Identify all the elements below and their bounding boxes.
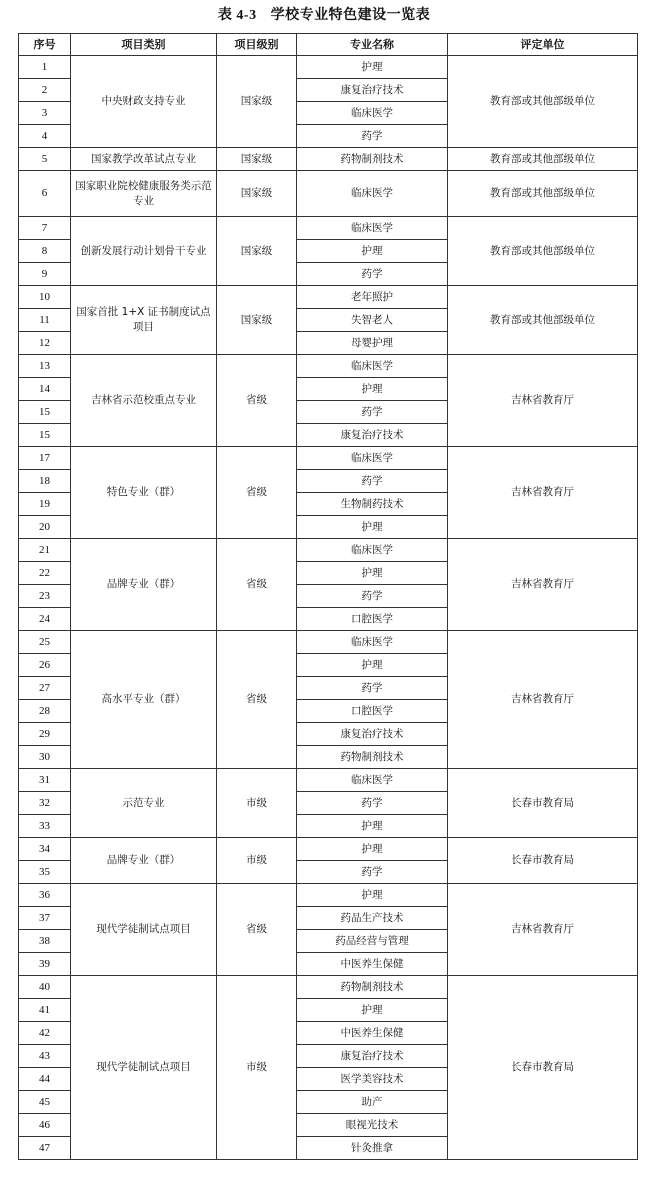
major-cell: 临床医学 (297, 539, 448, 562)
seq-cell: 15 (19, 401, 71, 424)
category-cell: 高水平专业（群） (71, 631, 217, 769)
major-cell: 临床医学 (297, 447, 448, 470)
seq-cell: 25 (19, 631, 71, 654)
seq-cell: 43 (19, 1045, 71, 1068)
major-cell: 药学 (297, 677, 448, 700)
major-cell: 药学 (297, 792, 448, 815)
major-cell: 护理 (297, 999, 448, 1022)
major-cell: 康复治疗技术 (297, 424, 448, 447)
table-row (19, 884, 638, 907)
level-cell: 省级 (217, 447, 297, 539)
unit-cell: 教育部或其他部级单位 (448, 56, 638, 148)
seq-cell: 8 (19, 240, 71, 263)
seq-cell: 46 (19, 1114, 71, 1137)
seq-cell: 7 (19, 217, 71, 240)
seq-cell: 32 (19, 792, 71, 815)
level-cell: 市级 (217, 769, 297, 838)
major-cell: 药学 (297, 861, 448, 884)
unit-cell: 吉林省教育厅 (448, 355, 638, 447)
seq-cell: 35 (19, 861, 71, 884)
major-cell: 药物制剂技术 (297, 976, 448, 999)
category-cell: 中央财政支持专业 (71, 56, 217, 148)
header-unit: 评定单位 (448, 34, 638, 56)
unit-cell: 教育部或其他部级单位 (448, 171, 638, 217)
seq-cell: 9 (19, 263, 71, 286)
table-row (19, 217, 638, 240)
seq-cell: 10 (19, 286, 71, 309)
seq-cell: 29 (19, 723, 71, 746)
seq-cell: 17 (19, 447, 71, 470)
seq-cell: 24 (19, 608, 71, 631)
table-row (19, 148, 638, 171)
category-cell: 国家首批 1+X 证书制度试点项目 (71, 286, 217, 355)
major-cell: 母婴护理 (297, 332, 448, 355)
major-cell: 眼视光技术 (297, 1114, 448, 1137)
category-cell: 国家职业院校健康服务类示范专业 (71, 171, 217, 217)
seq-cell: 20 (19, 516, 71, 539)
unit-cell: 吉林省教育厅 (448, 631, 638, 769)
category-cell: 国家教学改革试点专业 (71, 148, 217, 171)
major-cell: 药物制剂技术 (297, 148, 448, 171)
category-cell: 品牌专业（群） (71, 838, 217, 884)
major-cell: 护理 (297, 516, 448, 539)
major-cell: 临床医学 (297, 631, 448, 654)
level-cell: 国家级 (217, 148, 297, 171)
major-cell: 护理 (297, 838, 448, 861)
table-row (19, 838, 638, 861)
seq-cell: 11 (19, 309, 71, 332)
header-major: 专业名称 (297, 34, 448, 56)
seq-cell: 45 (19, 1091, 71, 1114)
level-cell: 市级 (217, 976, 297, 1160)
major-cell: 药品经营与管理 (297, 930, 448, 953)
table-row (19, 447, 638, 470)
seq-cell: 37 (19, 907, 71, 930)
level-cell: 国家级 (217, 56, 297, 148)
level-cell: 国家级 (217, 217, 297, 286)
seq-cell: 39 (19, 953, 71, 976)
seq-cell: 5 (19, 148, 71, 171)
major-cell: 护理 (297, 378, 448, 401)
major-cell: 失智老人 (297, 309, 448, 332)
seq-cell: 12 (19, 332, 71, 355)
major-cell: 针灸推拿 (297, 1137, 448, 1160)
table-title (0, 4, 648, 24)
seq-cell: 33 (19, 815, 71, 838)
major-cell: 临床医学 (297, 769, 448, 792)
major-cell: 康复治疗技术 (297, 723, 448, 746)
seq-cell: 22 (19, 562, 71, 585)
seq-cell: 1 (19, 56, 71, 79)
table-row (19, 171, 638, 217)
table-number: 表 4-3 (217, 8, 257, 23)
unit-cell: 长春市教育局 (448, 838, 638, 884)
header-category: 项目类别 (71, 34, 217, 56)
major-cell: 护理 (297, 654, 448, 677)
major-cell: 药学 (297, 470, 448, 493)
major-cell: 中医养生保健 (297, 1022, 448, 1045)
major-cell: 中医养生保健 (297, 953, 448, 976)
seq-cell: 26 (19, 654, 71, 677)
specialty-table (18, 33, 638, 1160)
unit-cell: 教育部或其他部级单位 (448, 286, 638, 355)
level-cell: 市级 (217, 838, 297, 884)
table-body (19, 56, 638, 1160)
seq-cell: 36 (19, 884, 71, 907)
table-row (19, 539, 638, 562)
major-cell: 药学 (297, 585, 448, 608)
major-cell: 康复治疗技术 (297, 1045, 448, 1068)
level-cell: 国家级 (217, 171, 297, 217)
major-cell: 口腔医学 (297, 608, 448, 631)
seq-cell: 14 (19, 378, 71, 401)
table-row (19, 355, 638, 378)
table-row (19, 631, 638, 654)
seq-cell: 44 (19, 1068, 71, 1091)
seq-cell: 4 (19, 125, 71, 148)
seq-cell: 15 (19, 424, 71, 447)
category-cell: 特色专业（群） (71, 447, 217, 539)
major-cell: 护理 (297, 56, 448, 79)
unit-cell: 吉林省教育厅 (448, 884, 638, 976)
table-row (19, 56, 638, 79)
level-cell: 省级 (217, 631, 297, 769)
level-cell: 省级 (217, 539, 297, 631)
major-cell: 临床医学 (297, 102, 448, 125)
seq-cell: 40 (19, 976, 71, 999)
seq-cell: 19 (19, 493, 71, 516)
major-cell: 药学 (297, 263, 448, 286)
major-cell: 护理 (297, 884, 448, 907)
header-level: 项目级别 (217, 34, 297, 56)
category-cell: 现代学徒制试点项目 (71, 884, 217, 976)
unit-cell: 教育部或其他部级单位 (448, 217, 638, 286)
seq-cell: 23 (19, 585, 71, 608)
seq-cell: 30 (19, 746, 71, 769)
major-cell: 老年照护 (297, 286, 448, 309)
table-caption: 学校专业特色建设一览表 (270, 7, 431, 23)
seq-cell: 42 (19, 1022, 71, 1045)
major-cell: 临床医学 (297, 171, 448, 217)
seq-cell: 34 (19, 838, 71, 861)
category-cell: 现代学徒制试点项目 (71, 976, 217, 1160)
level-cell: 省级 (217, 355, 297, 447)
header-row (19, 34, 638, 56)
major-cell: 护理 (297, 815, 448, 838)
major-cell: 药学 (297, 401, 448, 424)
seq-cell: 13 (19, 355, 71, 378)
seq-cell: 38 (19, 930, 71, 953)
unit-cell: 吉林省教育厅 (448, 447, 638, 539)
seq-cell: 21 (19, 539, 71, 562)
table-row (19, 769, 638, 792)
seq-cell: 31 (19, 769, 71, 792)
unit-cell: 教育部或其他部级单位 (448, 148, 638, 171)
level-cell: 国家级 (217, 286, 297, 355)
seq-cell: 2 (19, 79, 71, 102)
header-seq: 序号 (19, 34, 71, 56)
category-cell: 示范专业 (71, 769, 217, 838)
unit-cell: 长春市教育局 (448, 769, 638, 838)
major-cell: 助产 (297, 1091, 448, 1114)
category-cell: 创新发展行动计划骨干专业 (71, 217, 217, 286)
major-cell: 生物制药技术 (297, 493, 448, 516)
major-cell: 临床医学 (297, 217, 448, 240)
seq-cell: 47 (19, 1137, 71, 1160)
seq-cell: 28 (19, 700, 71, 723)
category-cell: 品牌专业（群） (71, 539, 217, 631)
seq-cell: 18 (19, 470, 71, 493)
seq-cell: 41 (19, 999, 71, 1022)
unit-cell: 吉林省教育厅 (448, 539, 638, 631)
major-cell: 康复治疗技术 (297, 79, 448, 102)
category-cell: 吉林省示范校重点专业 (71, 355, 217, 447)
table-row (19, 286, 638, 309)
seq-cell: 27 (19, 677, 71, 700)
major-cell: 药学 (297, 125, 448, 148)
table-row (19, 976, 638, 999)
seq-cell: 6 (19, 171, 71, 217)
major-cell: 药品生产技术 (297, 907, 448, 930)
seq-cell: 3 (19, 102, 71, 125)
level-cell: 省级 (217, 884, 297, 976)
major-cell: 医学美容技术 (297, 1068, 448, 1091)
major-cell: 口腔医学 (297, 700, 448, 723)
major-cell: 护理 (297, 240, 448, 263)
major-cell: 药物制剂技术 (297, 746, 448, 769)
major-cell: 护理 (297, 562, 448, 585)
unit-cell: 长春市教育局 (448, 976, 638, 1160)
major-cell: 临床医学 (297, 355, 448, 378)
